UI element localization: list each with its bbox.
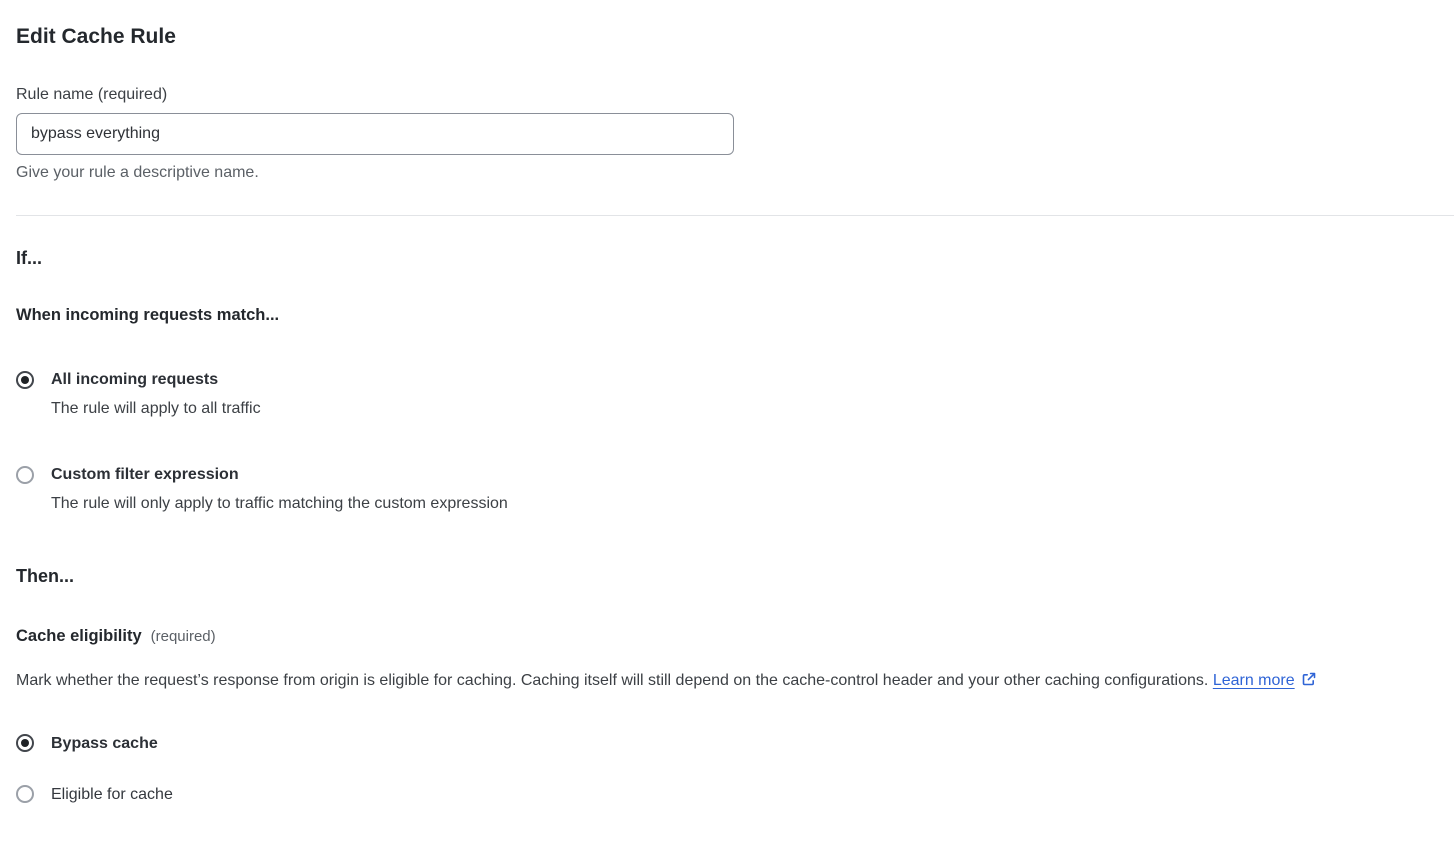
radio-label-eligible-for-cache: Eligible for cache [51, 786, 173, 803]
radio-button-all-incoming-requests[interactable] [16, 371, 34, 389]
radio-button-custom-filter-expression[interactable] [16, 466, 34, 484]
radio-option-bypass-cache[interactable] [16, 735, 1406, 753]
radio-label-bypass-cache: Bypass cache [51, 735, 158, 752]
radio-button-bypass-cache[interactable] [16, 734, 34, 752]
cache-eligibility-field-header [16, 627, 1406, 646]
radio-option-all-incoming-requests[interactable] [16, 371, 1406, 418]
page-title: Edit Cache Rule [16, 25, 176, 48]
radio-label-all-incoming-requests: All incoming requests [51, 371, 219, 388]
radio-option-eligible-for-cache[interactable] [16, 786, 1406, 804]
external-link-icon[interactable] [1301, 668, 1317, 697]
cache-eligibility-options [16, 735, 1406, 804]
radio-description-custom-filter-expression: The rule will only apply to traffic matching the custom expression [51, 495, 508, 512]
cache-eligibility-description [16, 666, 1406, 697]
cache-eligibility-label: Cache eligibility [16, 627, 142, 645]
radio-label-custom-filter-expression: Custom filter expression [51, 466, 239, 483]
radio-option-custom-filter-expression[interactable] [16, 466, 1406, 513]
when-requests-match-heading: When incoming requests match... [16, 306, 280, 324]
learn-more-link[interactable]: Learn more [1212, 672, 1295, 689]
if-section-heading: If... [16, 248, 42, 268]
radio-button-eligible-for-cache[interactable] [16, 785, 34, 803]
rule-name-input[interactable] [16, 113, 734, 155]
section-divider [16, 215, 1454, 216]
rule-name-label: Rule name (required) [16, 86, 168, 103]
rule-name-help-text: Give your rule a descriptive name. [16, 164, 259, 181]
cache-eligibility-description-text: Mark whether the request’s response from origin is eligible for caching. Caching itself will still depend on the cache-control header and your other caching configurations. [16, 672, 1209, 689]
cache-eligibility-required-hint: (required) [150, 628, 216, 645]
radio-description-all-incoming-requests: The rule will apply to all traffic [51, 400, 261, 417]
then-section-heading: Then... [16, 566, 74, 586]
